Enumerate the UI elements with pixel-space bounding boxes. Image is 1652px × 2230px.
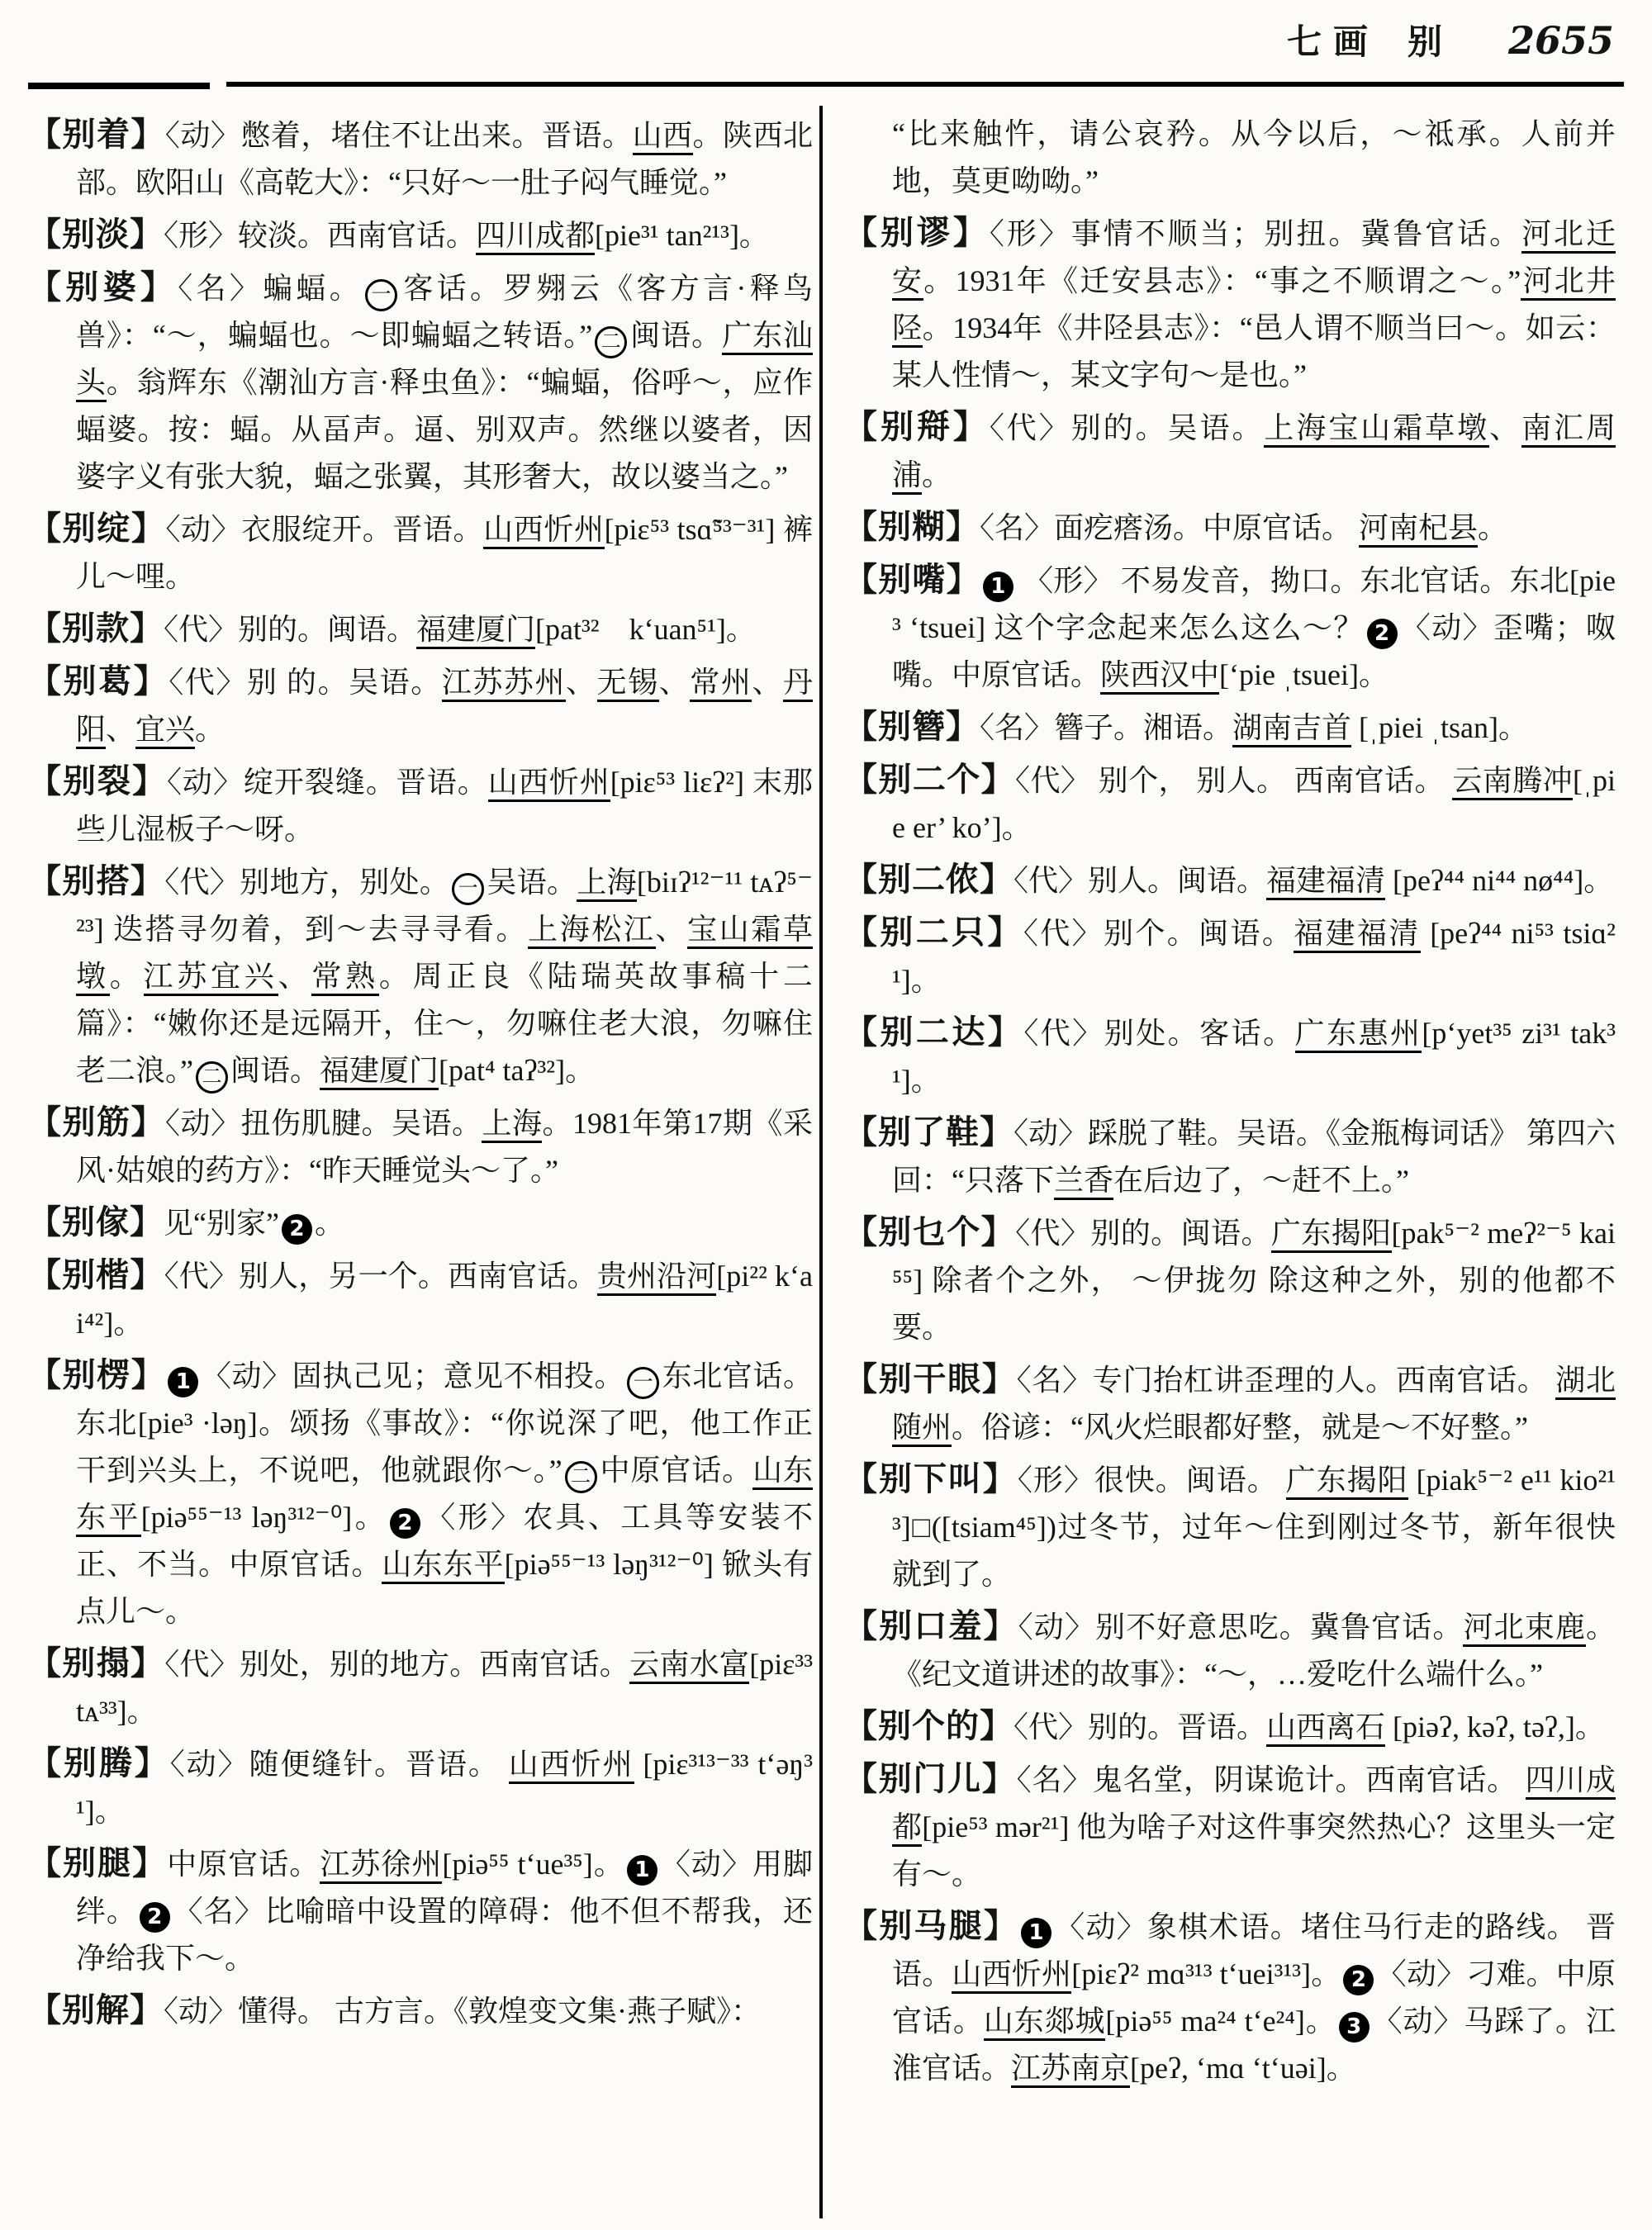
entry-body: 〈形〉很快。闽语。 广东揭阳 [piak⁵⁻² e¹¹ kio²¹³]□([tsiam⁴⁵])过冬节，过年～住到刚过冬节，新年很快就到了。 — [892, 1464, 1616, 1591]
dict-entry — [844, 1208, 1616, 1351]
right-column — [823, 106, 1616, 2218]
place-name: 江苏苏州 — [442, 666, 566, 702]
entry-body: 1 〈动〉固执己见；意见不相投。 一 东北官话。东北[pie³ ·ləŋ]。颂扬《事故》：“你说深了吧，他工作正干到兴头上，不说吧，他就跟你～。” 二 中原官话。山东东平[piə⁵⁵⁻¹³ ləŋ³¹²⁻⁰]。 2 〈形〉农具、工具等安装不正、不当。中原官话。山东东平[piə⁵⁵⁻¹³ ləŋ³¹²⁻⁰] 锨头有点儿～。 — [76, 1359, 813, 1628]
page-number: 2655 — [1507, 18, 1614, 63]
place-name: 广东汕头 — [76, 319, 813, 402]
place-name: 广东惠州 — [1295, 1017, 1422, 1053]
place-name: 上海 — [577, 866, 637, 902]
place-name: 广东揭阳 — [1286, 1464, 1408, 1500]
sense-number-icon: 一 — [627, 1367, 659, 1399]
entry-body: 〈代〉别的。晋语。山西离石 [piəʔ, kəʔ, təʔ,]。 — [1014, 1710, 1605, 1747]
entry-headword: 【别绽】 — [28, 510, 166, 547]
place-name: 上海宝山霜草墩 — [1264, 411, 1489, 448]
entry-body: 〈代〉别的。吴语。上海宝山霜草墩、南汇周浦。 — [892, 411, 1616, 495]
sense-number-icon: 1 — [627, 1855, 657, 1886]
place-name: 贵州沿河 — [597, 1260, 717, 1296]
dict-entry — [28, 1198, 813, 1247]
entry-body: 〈名〉簪子。湘语。湖南吉首 [ˌpiei ˌtsan]。 — [980, 711, 1528, 747]
place-name: 福建厦门 — [416, 613, 535, 649]
place-name: 福建福清 — [1294, 917, 1421, 953]
place-name: 江苏南京 — [1011, 2052, 1130, 2088]
entry-body: 〈代〉别处，别的地方。西南官话。云南水富[piɛ³³ tᴀ³³]。 — [76, 1648, 813, 1728]
dict-entry — [844, 1108, 1616, 1204]
entry-body: 〈动〉衣服绽开。晋语。山西忻州[piɛ⁵³ tsɑ̃⁵³⁻³¹] 裤儿～哩。 — [76, 513, 813, 593]
dict-entry — [844, 856, 1616, 904]
place-name: 湖南吉首 — [1232, 711, 1351, 747]
entry-body: 〈代〉 别个， 别人。 西南官话。 云南腾冲[ˌpie er’ ko’]。 — [892, 764, 1616, 844]
dict-entry — [844, 703, 1616, 752]
entry-headword: 【别谬】 — [844, 214, 990, 251]
sense-number-icon: 1 — [1021, 1918, 1051, 1948]
dict-entry — [28, 1098, 813, 1194]
entry-body: 〈代〉别的。闽语。广东揭阳[pak⁵⁻² meʔ²⁻⁵ kai⁵⁵] 除者个之外， ～伊拢勿 除这种之外，别的他都不要。 — [892, 1217, 1616, 1344]
page-header — [33, 15, 1614, 64]
entry-headword: 【别淡】 — [28, 216, 164, 253]
dict-entry — [844, 556, 1616, 699]
entry-headword: 【别二侬】 — [844, 861, 1014, 898]
entry-body: 〈代〉别人，另一个。西南官话。贵州沿河[pi²² k‘ai⁴²]。 — [76, 1260, 813, 1340]
entry-body: 〈代〉别地方，别处。 一 吴语。上海[biɪʔ¹²⁻¹¹ tᴀʔ⁵⁻²³] 迭搭寻勿着，到～去寻寻看。上海松江、宝山霜草墩。江苏宜兴、常熟。周正良《陆瑞英故事稿十二篇》：“嫩你还是远隔开，住～，勿嘛住老大浪，勿嘛住老二浪。” 二 闽语。福建厦门[pat⁴ taʔ³²]。 — [76, 866, 813, 1087]
place-name: 常熟 — [311, 960, 379, 996]
place-name: 福建厦门 — [320, 1054, 439, 1090]
sense-number-icon: 一 — [452, 873, 484, 905]
dict-entry — [844, 909, 1616, 1004]
sense-number-icon: 2 — [1367, 619, 1398, 649]
entry-headword: 【别傢】 — [28, 1203, 164, 1241]
dict-entry — [28, 1986, 813, 2035]
entry-body: 〈动〉别不好意思吃。冀鲁官话。河北束鹿。《纪文道讲述的故事》：“～，…爱吃什么端什么。” — [892, 1611, 1616, 1691]
entry-headword: 【别糊】 — [844, 508, 980, 545]
entry-headword: 【别搭】 — [28, 862, 165, 899]
header-rule-left — [28, 83, 210, 89]
place-name: 丹阳 — [76, 666, 813, 749]
entry-body: 〈代〉别 的。吴语。江苏苏州、无锡、常州、丹阳、宜兴。 — [76, 666, 813, 749]
place-name: 山西忻州 — [483, 513, 604, 549]
entry-headword: 【别楞】 — [28, 1356, 166, 1393]
dict-entry — [28, 263, 813, 501]
place-name: 山西离石 — [1266, 1710, 1385, 1747]
place-name: 河南杞县 — [1359, 511, 1478, 548]
entry-headword: 【别二个】 — [844, 761, 1016, 798]
dict-entry — [28, 657, 813, 753]
dict-entry — [28, 211, 813, 259]
entry-body: 〈动〉踩脱了鞋。吴语。《金瓶梅词话》 第四六回：“只落下兰香在后边了，～赶不上。” — [892, 1117, 1616, 1200]
entry-headword: 【别了鞋】 — [844, 1113, 1014, 1151]
entry-body: 〈代〉别的。闽语。福建厦门[pat³² k‘uan⁵¹]。 — [164, 613, 756, 649]
entry-headword: 【别搨】 — [28, 1644, 165, 1682]
sense-number-icon: 1 — [168, 1367, 198, 1397]
dict-entry — [844, 1355, 1616, 1451]
place-name: 河北束鹿 — [1463, 1611, 1586, 1647]
dict-entry — [28, 111, 813, 206]
dict-entry — [844, 209, 1616, 399]
entry-headword: 【别马腿】 — [844, 1907, 1019, 1944]
entry-body: 〈名〉面疙瘩汤。中原官话。 河南杞县。 — [980, 511, 1507, 548]
entry-headword: 【别葛】 — [28, 662, 169, 700]
entry-headword: 【别裂】 — [28, 762, 167, 799]
place-name: 江苏徐州 — [320, 1848, 442, 1884]
entry-body: 〈代〉别人。闽语。福建福清 [peʔ⁴⁴ ni⁴⁴ nø⁴⁴]。 — [1014, 864, 1613, 900]
sense-number-icon: 1 — [983, 572, 1014, 602]
place-name: 山东东平 — [382, 1548, 504, 1584]
entry-headword: 【别二只】 — [844, 913, 1023, 951]
dict-entry — [28, 605, 813, 653]
entry-body: 〈名〉鬼名堂，阴谋诡计。西南官话。 四川成都[pie⁵³ mər²¹] 他为啥子对这件事突然热心？这里头一定有～。 — [892, 1763, 1616, 1891]
sense-number-icon: 2 — [1343, 1965, 1374, 1995]
entry-headword: 【别婆】 — [28, 268, 178, 306]
entry-body: 1 〈动〉象棋术语。堵住马行走的路线。 晋语。山西忻州[piɛʔ² mɑ³¹³ t‘uei³¹³]。 2 〈动〉刁难。中原官话。山东郯城[piə⁵⁵ ma²⁴ t‘e²⁴]。 3 〈动〉马踩了。江淮官话。江苏南京[peʔ, ‘mɑ ‘t‘uəi]。 — [892, 1910, 1616, 2085]
dict-entry — [28, 1351, 813, 1635]
entry-body: 〈动〉懂得。 古方言。《敦煌变文集·燕子赋》： — [164, 1995, 761, 2028]
dict-entry — [28, 857, 813, 1094]
entry-body: 中原官话。江苏徐州[piə⁵⁵ t‘ue³⁵]。 1 〈动〉用脚绊。 2 〈名〉比喻暗中设置的障碍：他不但不帮我，还净给我下～。 — [76, 1848, 813, 1975]
sense-number-icon: 3 — [1339, 2012, 1370, 2043]
place-name: 山西忻州 — [509, 1748, 634, 1784]
sense-number-icon: 一 — [365, 279, 397, 311]
place-name: 山东东平 — [76, 1454, 813, 1537]
dict-entry — [844, 756, 1616, 852]
dict-entry — [844, 111, 1616, 205]
entry-body: 〈名〉专门抬杠讲歪理的人。西南官话。 湖北随州。俗谚：“风火烂眼都好整，就是～不好整。” — [892, 1364, 1616, 1447]
entry-headword: 【别款】 — [28, 610, 164, 647]
sense-number-icon: 二 — [196, 1061, 228, 1094]
entry-headword: 【别着】 — [28, 116, 165, 153]
dict-entry — [844, 1008, 1616, 1104]
dict-entry — [28, 505, 813, 600]
dict-entry — [844, 1602, 1616, 1698]
dict-entry — [28, 1251, 813, 1347]
place-name: 无锡 — [597, 666, 659, 702]
dict-entry — [844, 1902, 1616, 2092]
place-name: 云南水富 — [629, 1648, 749, 1684]
sense-number-icon: 2 — [390, 1508, 420, 1539]
entry-headword: 【别嘴】 — [844, 561, 980, 598]
entry-headword: 【别解】 — [28, 1991, 164, 2028]
place-name: 江苏宜兴 — [144, 960, 278, 996]
place-name: 河北迁安 — [892, 217, 1616, 301]
dict-entry — [844, 403, 1616, 499]
sense-number-icon: 2 — [140, 1902, 170, 1933]
place-name: 宝山霜草墩 — [76, 913, 813, 996]
place-name: 四川成都 — [892, 1763, 1616, 1847]
entry-body: 〈代〉别处。客话。广东惠州[p‘yet³⁵ zi³¹ tak³¹]。 — [892, 1017, 1616, 1097]
dict-entry — [844, 503, 1616, 552]
entry-body: “比来触忤，请公哀矜。从今以后，～祗承。人前并地，莫更呦呦。” — [892, 117, 1616, 197]
place-name: 兰香 — [1054, 1164, 1113, 1200]
header-rule-main — [226, 82, 1624, 87]
place-name: 四川成都 — [476, 219, 595, 255]
dict-entry — [28, 1839, 813, 1982]
place-name: 上海 — [482, 1107, 542, 1143]
place-name: 陕西汉中 — [1100, 658, 1219, 695]
dict-entry — [28, 1639, 813, 1735]
entry-body: 〈动〉扭伤肌腱。吴语。上海。1981年第17期《采风·姑娘的药方》：“昨天睡觉头～了。” — [76, 1107, 813, 1187]
entry-body: 〈动〉随便缝针。晋语。 山西忻州 [piɛ³¹³⁻³³ t‘əŋ³¹]。 — [76, 1748, 813, 1828]
entry-body: 〈动〉憋着，堵住不让出来。晋语。山西。陕西北部。欧阳山《高乾大》：“只好～一肚子闷气睡觉。” — [76, 119, 813, 199]
entry-body: 见“别家” 2 。 — [164, 1207, 344, 1240]
place-name: 山西忻州 — [488, 766, 610, 802]
entry-body: 〈形〉较淡。西南官话。四川成都[pie³¹ tan²¹³]。 — [164, 219, 769, 255]
place-name: 福建福清 — [1266, 864, 1385, 900]
dict-entry — [28, 757, 813, 853]
dict-entry — [844, 1455, 1616, 1598]
place-name: 宜兴 — [135, 713, 195, 749]
entry-body: 〈名〉蝙蝠。 一 客话。罗翙云《客方言·释鸟兽》：“～，蝙蝠也。～即蝙蝠之转语。” 二 闽语。广东汕头。翁辉东《潮汕方言·释虫鱼》：“蝙蝠，俗呼～，应作蝠婆。按：蝠。从畐声。逼、别双声。然继以婆者，因婆字义有张大貌，蝠之张翼，其形奢大，故以婆当之。” — [76, 272, 813, 493]
entry-headword: 【别乜个】 — [844, 1213, 1016, 1250]
entry-headword: 【别干眼】 — [844, 1360, 1017, 1397]
entry-headword: 【别个的】 — [844, 1707, 1014, 1744]
header-section: 七画 — [1286, 24, 1379, 62]
place-name: 河北井陉 — [892, 264, 1616, 348]
entry-body: 〈动〉绽开裂缝。晋语。山西忻州[piɛ⁵³ liɛʔ²] 末那些儿湿板子～呀。 — [76, 766, 813, 846]
column-layout — [28, 106, 1627, 2218]
entry-headword: 【别腿】 — [28, 1844, 168, 1881]
place-name: 云南腾冲 — [1452, 764, 1573, 800]
place-name: 山东郯城 — [984, 2005, 1106, 2041]
place-name: 山西 — [633, 119, 693, 155]
place-name: 湖北随州 — [892, 1364, 1616, 1447]
entry-headword: 【别搿】 — [844, 408, 990, 445]
dict-entry — [28, 1739, 813, 1835]
place-name: 常州 — [690, 666, 752, 702]
entry-headword: 【别二达】 — [844, 1013, 1024, 1051]
place-name: 山西忻州 — [952, 1957, 1071, 1994]
entry-body: 1 〈形〉 不易发音，拗口。东北官话。东北[pie³ ‘tsuei] 这个字念起来怎么这么～？ 2 〈动〉歪嘴；呶嘴。中原官话。陕西汉中[‘pie ˌtsuei]。 — [892, 564, 1616, 691]
sense-number-icon: 二 — [565, 1461, 597, 1493]
header-radical: 别 — [1407, 24, 1442, 62]
sense-number-icon: 二 — [595, 326, 627, 358]
dict-entry — [844, 1755, 1616, 1898]
entry-headword: 【别腾】 — [28, 1744, 170, 1782]
entry-body: 〈形〉事情不顺当；别扭。冀鲁官话。河北迁安。1931年《迁安县志》：“事之不顺谓之～。”河北井陉。1934年《井陉县志》：“邑人谓不顺当曰～。如云：某人性情～，某文字句～是也。” — [892, 217, 1616, 391]
place-name: 南汇周浦 — [892, 411, 1616, 495]
entry-headword: 【别门儿】 — [844, 1760, 1017, 1797]
entry-headword: 【别筋】 — [28, 1103, 165, 1141]
entry-body: 〈代〉别个。闽语。福建福清 [peʔ⁴⁴ ni⁵³ tsiɑ²¹]。 — [892, 917, 1616, 997]
entry-headword: 【别口羞】 — [844, 1607, 1018, 1644]
sense-number-icon: 2 — [282, 1214, 312, 1245]
dict-entry — [844, 1702, 1616, 1751]
left-column — [28, 106, 813, 2218]
place-name: 上海松江 — [528, 913, 655, 949]
entry-headword: 【别簪】 — [844, 708, 980, 745]
entry-headword: 【别下叫】 — [844, 1460, 1018, 1497]
place-name: 广东揭阳 — [1271, 1217, 1392, 1253]
entry-headword: 【别楷】 — [28, 1256, 164, 1293]
